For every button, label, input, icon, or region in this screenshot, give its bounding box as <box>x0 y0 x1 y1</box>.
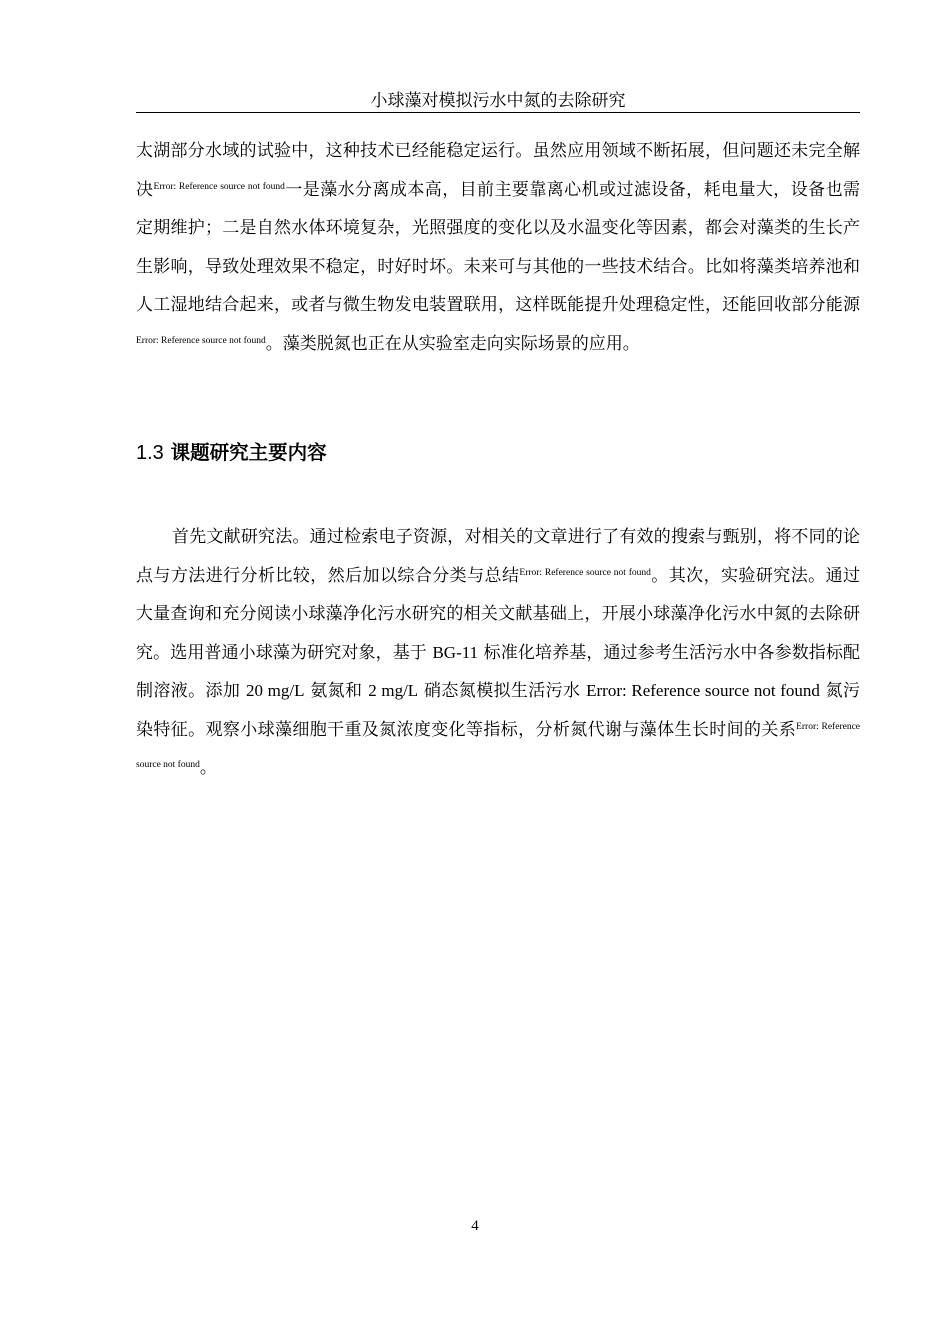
running-header: 小球藻对模拟污水中氮的去除研究 <box>370 91 626 111</box>
ammonia-concentration: 20 mg/L <box>246 681 305 700</box>
header-rule <box>136 112 860 113</box>
citation-error-inline: Error: Reference source not found <box>586 681 820 700</box>
citation-error-4: Error: Reference source not found <box>136 721 861 770</box>
citation-error-2: Error: Reference source not found <box>136 335 266 346</box>
paragraph-2-text-6: 氮污染特征。观察小球藻细胞干重及氮浓度变化等指标，分析氮代谢与藻体生长时间的关系 <box>136 681 861 740</box>
paragraph-2-text-4: 氨氮和 <box>310 681 363 701</box>
body-paragraph-1 <box>136 132 860 363</box>
paragraph-2-text-7: 。 <box>199 758 217 778</box>
medium-name: BG-11 <box>432 642 479 662</box>
nitrate-concentration: 2 mg/L <box>368 681 419 700</box>
paragraph-2-text-5: 硝态氮模拟生活污水 <box>423 681 581 701</box>
paragraph-1-text-1: 太湖部分水域的试验中，这种技术已经能稳定运行。虽然应用领域不断拓展，但问题还未完全解决 <box>136 141 860 200</box>
paragraph-2-text-2: 。其次，实验研究法。通过大量查询和充分阅读小球藻净化污水研究的相关文献基础上，开展小球藻净化污水中氮的去除研究。选用普通小球藻为研究对象，基于 <box>136 565 860 663</box>
paragraph-2-text-1: 首先文献研究法。通过检索电子资源，对相关的文章进行了有效的搜索与甄别，将不同的论点与方法进行分析比较，然后加以综合分类与总结 <box>136 527 860 586</box>
page-number: 4 <box>471 1218 479 1234</box>
section-number: 1.3 <box>136 442 164 464</box>
section-heading <box>136 440 327 466</box>
body-paragraph-2 <box>136 518 860 788</box>
paragraph-2-text-3: 标准化培养基，通过参考生活污水中各参数指标配制溶液。添加 <box>136 642 861 701</box>
citation-error-3: Error: Reference source not found <box>519 567 651 578</box>
paragraph-1-text-2: 一是藻水分离成本高，目前主要靠离心机或过滤设备，耗电量大，设备也需定期维护；二是自然水体环境复杂，光照强度的变化以及水温变化等因素，都会对藻类的生长产生影响，导致处理效果不稳定，时好时坏。未来可与其他的一些技术结合。比如将藻类培养池和人工湿地结合起来，或者与微生物发电装置联用，这样既能提升处理稳定性，还能回收部分能源 <box>136 179 861 315</box>
citation-error-1: Error: Reference source not found <box>153 181 285 192</box>
paragraph-1-text-3: 。藻类脱氮也正在从实验室走向实际场景的应用。 <box>265 333 640 354</box>
section-title: 课题研究主要内容 <box>170 441 327 464</box>
